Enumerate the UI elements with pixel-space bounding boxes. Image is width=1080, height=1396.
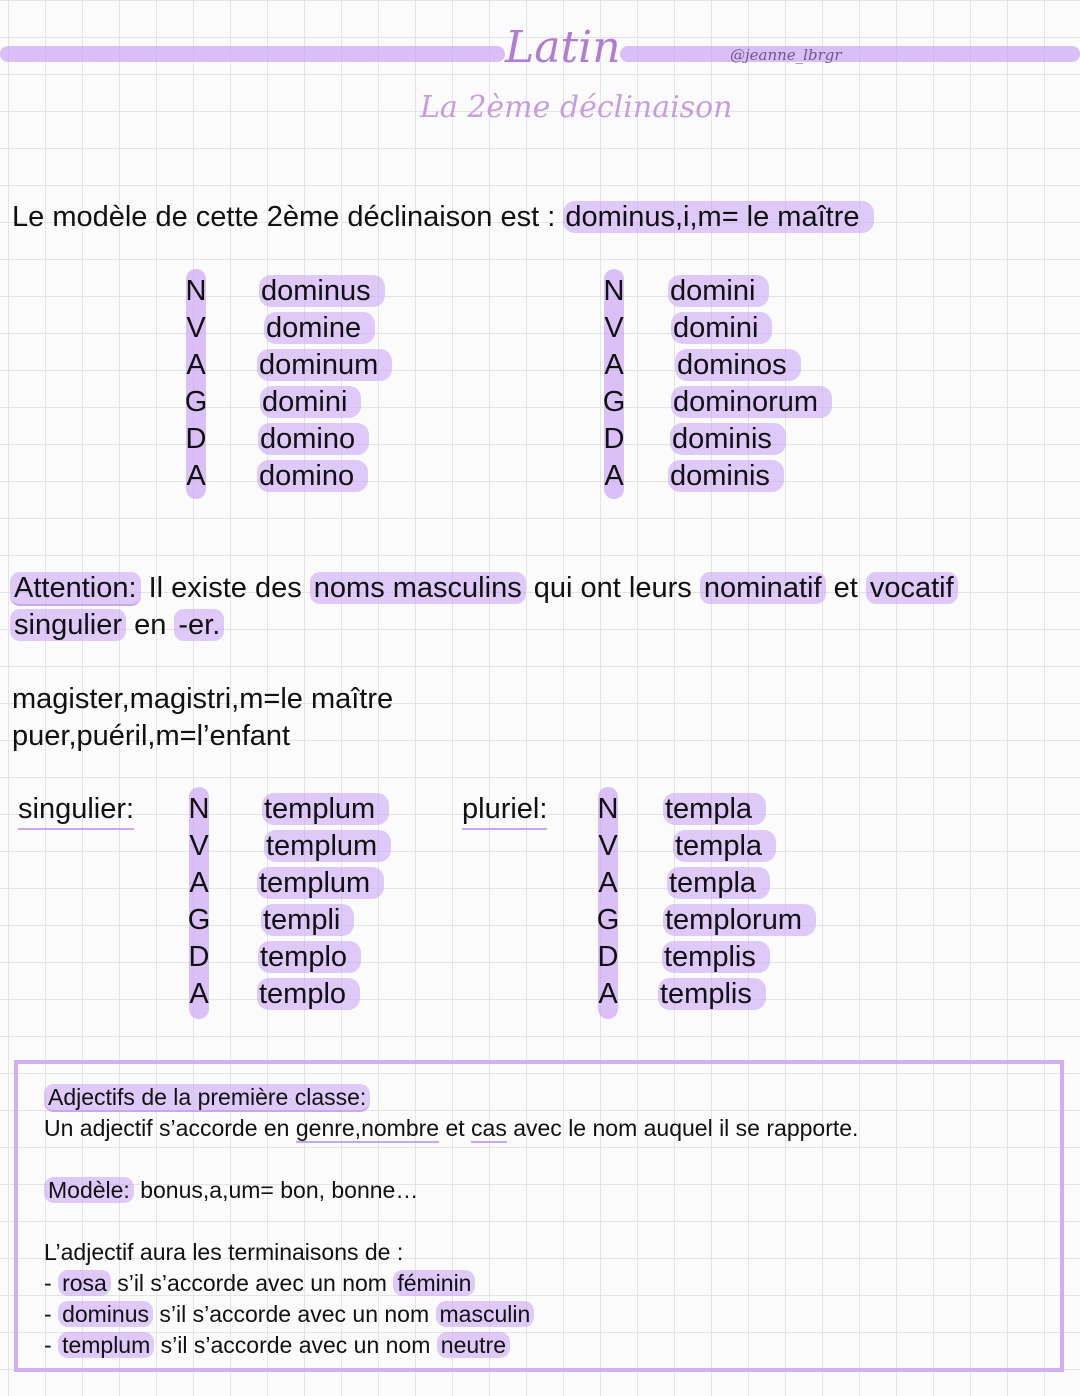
table1-singular-forms: [257, 273, 392, 495]
declension-form: domine: [264, 312, 375, 344]
case-label: G: [184, 386, 208, 418]
declension-form: templis: [658, 978, 766, 1010]
declension-form: templum: [264, 830, 391, 862]
intro-model: dominus,i,m= le maître: [563, 201, 873, 233]
declension-form: templo: [258, 941, 361, 973]
adjectives-heading: Adjectifs de la première classe:: [44, 1082, 370, 1113]
declension-form: templa: [673, 830, 776, 862]
table2-singular: [186, 791, 212, 1013]
page-subtitle: La 2ème déclinaison: [420, 90, 733, 125]
declension-form: templum: [262, 793, 389, 825]
attention-paragraph: Attention: Il existe des noms masculins qui ont leurs nominatif et vocatif singulier en -er.: [10, 570, 1070, 644]
case-label: G: [602, 386, 626, 418]
case-label: D: [597, 941, 619, 973]
declension-form: domino: [258, 423, 369, 455]
highlight: -er.: [174, 609, 224, 641]
singular-label: singulier:: [18, 791, 134, 830]
declension-form: templa: [663, 793, 766, 825]
ending-line: - dominus s’il s’accorde avec un nom masculin: [44, 1299, 534, 1330]
attention-label: Attention:: [10, 572, 141, 606]
case-label: G: [187, 904, 211, 936]
adjectives-rule: Un adjectif s’accorde en genre,nombre et cas avec le nom auquel il se rapporte.: [44, 1115, 859, 1141]
example-1: magister,magistri,m=le maître: [12, 683, 394, 715]
case-label: A: [189, 978, 209, 1010]
table1-singular: [183, 273, 209, 495]
highlight: genre,: [295, 1115, 362, 1141]
declension-form: dominos: [675, 349, 801, 381]
highlight: cas: [471, 1115, 507, 1141]
case-label: A: [598, 867, 618, 899]
declension-form: domini: [668, 275, 769, 307]
highlight: neutre: [437, 1332, 510, 1358]
declension-form: dominis: [670, 423, 786, 455]
case-label: N: [188, 793, 210, 825]
case-label: D: [603, 423, 625, 455]
case-label: V: [604, 312, 624, 344]
case-label: A: [604, 460, 624, 492]
ending-line: - rosa s’il s’accorde avec un nom féminin: [44, 1268, 475, 1299]
highlight: nombre: [361, 1115, 440, 1141]
table2-singular-forms: [257, 791, 391, 1013]
example-2: puer,puéril,m=l’enfant: [12, 720, 291, 752]
case-label: V: [598, 830, 618, 862]
table2-plural-forms: [658, 791, 816, 1013]
highlight: dominus: [58, 1301, 153, 1327]
highlight: templum: [58, 1332, 154, 1358]
intro-text: Le modèle de cette 2ème déclinaison est :: [12, 201, 556, 233]
plural-label: pluriel:: [462, 791, 547, 830]
highlight: masculin: [436, 1301, 535, 1327]
title-bar-right: [620, 46, 1080, 62]
declension-form: templum: [257, 867, 384, 899]
case-label: A: [186, 349, 206, 381]
declension-form: domini: [671, 312, 772, 344]
title-bar-left: [0, 46, 505, 62]
highlight: singulier: [10, 609, 126, 641]
declension-form: dominum: [257, 349, 392, 381]
case-label: N: [603, 275, 625, 307]
table2-plural: [595, 791, 621, 1013]
author-handle: @jeanne_lbrgr: [730, 46, 842, 64]
case-label: A: [604, 349, 624, 381]
endings-intro: L’adjectif aura les terminaisons de :: [44, 1239, 404, 1265]
case-label: A: [186, 460, 206, 492]
highlight: noms masculins: [310, 572, 526, 604]
highlight: nominatif: [700, 572, 826, 604]
adjectives-model: Modèle: bonus,a,um= bon, bonne…: [44, 1175, 418, 1206]
case-label: D: [188, 941, 210, 973]
declension-form: dominis: [668, 460, 784, 492]
page-title: Latin: [505, 22, 621, 73]
case-label: A: [598, 978, 618, 1010]
case-label: N: [185, 275, 207, 307]
highlight: rosa: [58, 1270, 111, 1296]
highlight: féminin: [393, 1270, 475, 1296]
declension-form: templi: [261, 904, 354, 936]
declension-form: domino: [257, 460, 368, 492]
intro-line: [12, 199, 874, 236]
declension-form: templis: [662, 941, 770, 973]
declension-form: dominorum: [671, 386, 832, 418]
declension-form: templorum: [663, 904, 816, 936]
case-label: G: [596, 904, 620, 936]
declension-form: templa: [667, 867, 770, 899]
case-label: V: [189, 830, 209, 862]
ending-line: - templum s’il s’accorde avec un nom neutre: [44, 1330, 510, 1361]
case-label: N: [597, 793, 619, 825]
declension-form: dominus: [259, 275, 385, 307]
table1-plural: [601, 273, 627, 495]
case-label: V: [186, 312, 206, 344]
case-label: A: [189, 867, 209, 899]
case-label: D: [185, 423, 207, 455]
declension-form: domini: [260, 386, 361, 418]
declension-form: templo: [257, 978, 360, 1010]
highlight: vocatif: [866, 572, 958, 604]
table1-plural-forms: [668, 273, 832, 495]
